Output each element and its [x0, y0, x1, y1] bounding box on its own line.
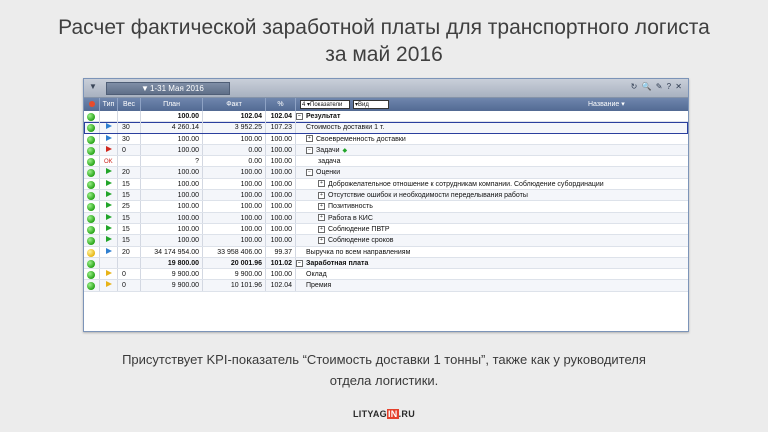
column-header-plan[interactable]: План: [141, 98, 203, 111]
slide-title: [0, 14, 768, 68]
grid-header: [84, 98, 688, 111]
type-flag-green-icon: [106, 202, 112, 208]
slide-caption: [0, 349, 768, 391]
caption-line-2: отдела логистики.: [329, 373, 439, 388]
status-green-icon: [87, 282, 95, 290]
expand-icon[interactable]: +: [318, 237, 325, 244]
expand-icon[interactable]: +: [318, 203, 325, 210]
status-green-icon: [87, 181, 95, 189]
type-flag-green-icon: [106, 225, 112, 231]
status-green-icon: [87, 215, 95, 223]
level-select[interactable]: 4 ▾Показатели: [300, 100, 350, 109]
period-label: 1-31 Мая 2016: [150, 84, 204, 93]
table-row[interactable]: OK ? 0.00 100.00 задача: [84, 156, 688, 167]
site-logo: LITYAGIN.RU: [353, 409, 415, 419]
type-flag-green-icon: [106, 168, 112, 174]
period-selector[interactable]: [106, 82, 230, 95]
status-green-icon: [87, 260, 95, 268]
type-flag-green-icon: [106, 236, 112, 242]
status-column-header-icon[interactable]: [84, 98, 100, 111]
type-flag-green-icon: [106, 191, 112, 197]
toolbar: [84, 79, 688, 98]
collapse-icon[interactable]: −: [306, 147, 313, 154]
status-green-icon: [87, 237, 95, 245]
expand-icon[interactable]: +: [318, 226, 325, 233]
status-green-icon: [87, 271, 95, 279]
status-green-icon: [87, 226, 95, 234]
status-green-icon: [87, 169, 95, 177]
caption-line-1: Присутствует KPI-показатель “Стоимость доставки 1 тонны”, также как у руководителя: [122, 352, 646, 367]
status-yellow-icon: [87, 249, 95, 257]
type-flag-blue-icon: [106, 123, 112, 129]
table-row[interactable]: 30 100.00 100.00 100.00 + Своевременность доставки: [84, 134, 688, 145]
table-row[interactable]: 0 100.00 0.00 100.00 − Задачи ◆: [84, 145, 688, 156]
column-header-ves[interactable]: Вес: [118, 98, 141, 111]
type-flag-blue-icon: [106, 135, 112, 141]
collapse-icon[interactable]: −: [296, 113, 303, 120]
status-green-icon: [87, 136, 95, 144]
table-row[interactable]: 100.00 102.04 102.04 − Результат: [84, 111, 688, 122]
table-row[interactable]: 15 100.00 100.00 100.00 + Соблюдение сроков: [84, 235, 688, 246]
status-green-icon: [87, 124, 95, 132]
toolbar-tool-icons[interactable]: ↻ 🔍 ✎ ? ✕: [630, 82, 683, 91]
expand-icon[interactable]: +: [318, 214, 325, 221]
table-row[interactable]: 15 100.00 100.00 100.00 + Отсутствие ошибок и необходимости переделывания работы: [84, 190, 688, 201]
type-flag-red-icon: [106, 146, 112, 152]
status-green-icon: [87, 147, 95, 155]
table-row[interactable]: 0 9 900.00 10 101.96 102.04 Премия: [84, 280, 688, 291]
view-select[interactable]: ▾Вид: [353, 100, 389, 109]
column-header-fakt[interactable]: Факт: [203, 98, 266, 111]
collapse-icon[interactable]: −: [306, 169, 313, 176]
column-header-tip[interactable]: Тип: [100, 98, 118, 111]
kpi-grid-window: [83, 78, 689, 332]
status-green-icon: [87, 158, 95, 166]
status-green-icon: [87, 113, 95, 121]
collapse-icon[interactable]: −: [296, 260, 303, 267]
type-flag-green-icon: [106, 180, 112, 186]
expand-icon[interactable]: +: [318, 180, 325, 187]
table-row[interactable]: 30 4 260.14 3 952.25 107.23 Стоимость доставки 1 т.: [84, 122, 688, 133]
type-flag-yellow-icon: [106, 270, 112, 276]
period-dropdown-icon[interactable]: ▼: [141, 84, 149, 93]
slide-title-line-1: Расчет фактической заработной платы для транспортного логиста: [58, 16, 710, 39]
status-green-icon: [87, 192, 95, 200]
expand-icon[interactable]: +: [306, 135, 313, 142]
table-row[interactable]: 15 100.00 100.00 100.00 + Доброжелательное отношение к сотрудникам компании. Соблюдение субординации: [84, 179, 688, 190]
table-row[interactable]: 15 100.00 100.00 100.00 + Работа в КИС: [84, 213, 688, 224]
diamond-icon: ◆: [342, 147, 348, 154]
table-row[interactable]: 20 100.00 100.00 100.00 − Оценки: [84, 167, 688, 178]
expand-icon[interactable]: +: [318, 192, 325, 199]
type-flag-blue-icon: [106, 248, 112, 254]
table-row[interactable]: 19 800.00 20 001.96 101.02 − Заработная плата: [84, 258, 688, 269]
status-green-icon: [87, 203, 95, 211]
type-flag-green-icon: [106, 214, 112, 220]
table-row[interactable]: 15 100.00 100.00 100.00 + Соблюдение ПВТР: [84, 224, 688, 235]
table-row[interactable]: 0 9 900.00 9 900.00 100.00 Оклад: [84, 269, 688, 280]
column-header-percent[interactable]: %: [266, 98, 296, 111]
menu-dropdown-icon[interactable]: ▼: [89, 82, 97, 91]
slide-title-line-2: за май 2016: [325, 43, 443, 66]
table-row[interactable]: 20 34 174 954.00 33 958 406.00 99.37 Выручка по всем направлениям: [84, 247, 688, 258]
column-header-name-area: [296, 98, 688, 111]
grid-rows: [84, 111, 688, 292]
type-flag-yellow-icon: [106, 281, 112, 287]
table-row[interactable]: 25 100.00 100.00 100.00 + Позитивность: [84, 201, 688, 212]
column-header-name[interactable]: Название ▾: [588, 101, 625, 108]
